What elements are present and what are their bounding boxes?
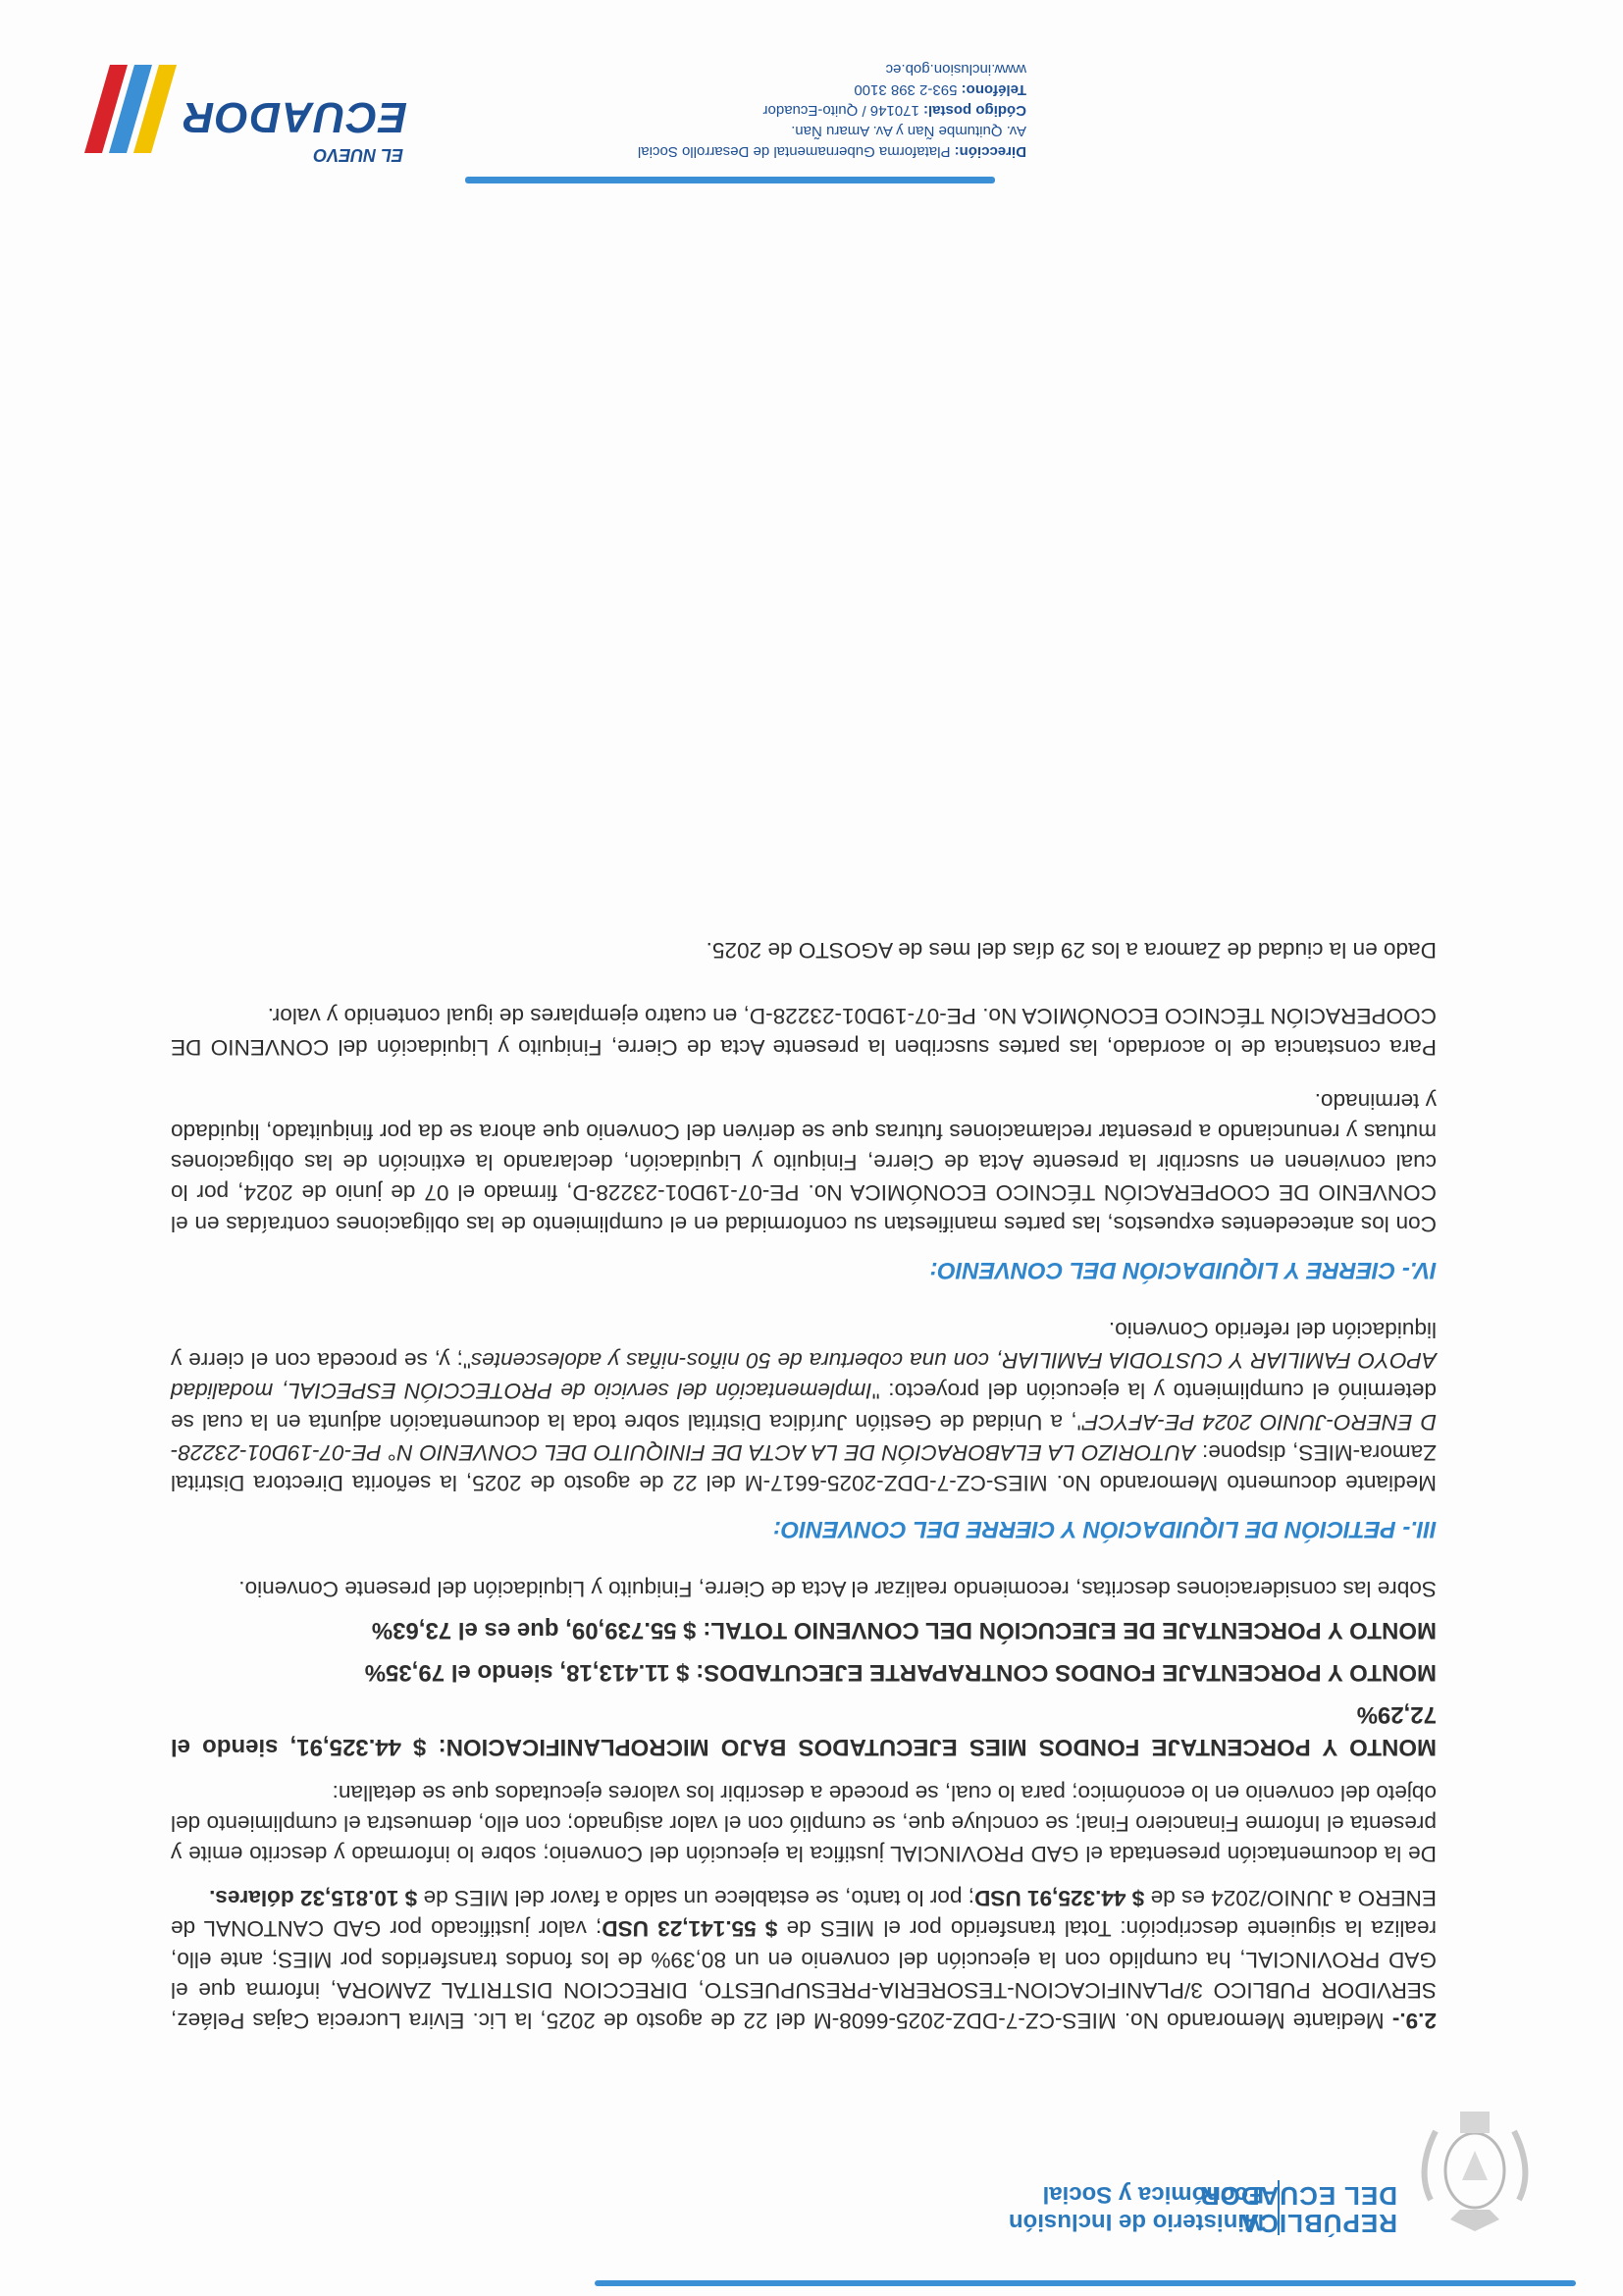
- p1-amount-c: $ 10.815,32 dólares.: [209, 1886, 418, 1911]
- el-nuevo-ecuador-logo: [68, 39, 411, 177]
- amount-mies: MONTO Y PORCENTAJE FONDOS MIES EJECUTADOS BAJO MICROPLANIFICACION: $ 44.325,91, siendo el 72,29%: [171, 1701, 1437, 1761]
- section-title-iii: III.- PETICIÓN DE LIQUIDACIÓN Y CIERRE DEL CONVENIO:: [772, 1516, 1437, 1543]
- p1-text-c: ; por lo tanto, se establece un saldo a favor del MIES de: [417, 1886, 975, 1911]
- paragraph-constancia: Para constancia de lo acordado, las partes suscriben la presente Acta de Cierre, Finiquito y Liquidación del CONVENIO DE COOPERACIÓN TÉCNICO ECONÓMICA No. PE-07-19D01-23228-D, en cuatro ejemplares de igual contenido y valor.: [171, 1004, 1437, 1060]
- telefono-value: 593-2 398 3100: [854, 81, 962, 98]
- flag-stripes-icon: [73, 55, 181, 163]
- footer-telefono: [477, 79, 1026, 100]
- paragraph-2-9: [171, 1883, 1437, 2036]
- ministerio-block: [1009, 2180, 1280, 2235]
- paragraph-cierre: Con los antecedentes expuestos, las partes manifiestan su conformidad en el cumplimiento de las obligaciones contraídas en el CONVENIO DE COOPERACIÓN TÉCNICO ECONÓMICA No. PE-07-19D01-23228-D, firmado el 07 de junio de 2024, por lo cual convienen en suscribir la presente Acta de Cierre, Finiquito y Liquidación, declarando la extinción de las obligaciones mutuas y renunciando a presentar reclamaciones futuras que se deriven del Convenio que ahora se da por finiquitado, liquidado y terminado.: [171, 1088, 1437, 1236]
- footer-web: www.inclusion.gob.ec: [885, 61, 1026, 78]
- bottom-blue-rule: [465, 177, 995, 183]
- paragraph-peticion: [171, 1315, 1437, 1498]
- logo-big-text: ECUADOR: [182, 93, 407, 141]
- direccion-value: Plataforma Gubernamental de Desarrollo Social: [637, 143, 955, 160]
- document-body: [171, 921, 1437, 2036]
- codigo-label: Código postal:: [923, 102, 1026, 119]
- amount-total: MONTO Y PORCENTAJE DE EJECUCIÓN DEL CONVENIO TOTAL: $ 55.739,09, que es el 73,63%: [371, 1617, 1437, 1644]
- section-title-iv: IV.- CIERRE Y LIQUIDACIÓN DEL CONVENIO:: [929, 1256, 1437, 1283]
- direccion-label: Dirección:: [954, 143, 1026, 160]
- paragraph-recommendation: Sobre las consideraciones descritas, recomiendo realizar el Acta de Cierre, Finiquito y Liquidación del presente Convenio.: [238, 1577, 1437, 1602]
- footer-address: [477, 59, 1026, 162]
- p1-amount-b: $ 44.325,91 USD: [974, 1886, 1145, 1911]
- republica-line1: REPÚBLICA: [1239, 2209, 1397, 2238]
- footer-direccion-line2: Av. Quitumbe Ñan y Av. Amaru Ñan.: [791, 123, 1026, 139]
- p4-italic-b: Implementación del servicio de PROTECCIÓN ESPECIAL, modalidad APOYO FAMILIAR Y CUSTODIA FAMILIAR, con una cobertura de 50 niños-niñas y adolescentes: [171, 1348, 1437, 1404]
- paragraph-number: 2.9.-: [1391, 2009, 1437, 2033]
- republica-line2: DEL ECUADOR: [1199, 2181, 1397, 2211]
- p4-text-a: Mediante documento Memorando No. MIES-CZ-7-DDZ-2025-6617-M del 22 de agosto de 2025, la señorita Directora Distrital Zamora-MIES, dispone:: [171, 1439, 1437, 1495]
- telefono-label: Teléfono:: [961, 81, 1026, 98]
- ministerio-line1: Ministerio de Inclusión: [1008, 2209, 1264, 2235]
- p4-italic-a: AUTORIZO LA ELABORACIÓN DE LA ACTA DE FINIQUITO DEL CONVENIO N° PE-07-19D01-23228-D ENERO-JUNIO 2024 PE-AFYCF: [171, 1409, 1437, 1465]
- footer-codigo: [477, 100, 1026, 121]
- top-blue-rule: [595, 2280, 1576, 2286]
- paragraph-financial-report: De la documentación presentada el GAD PROVINCIAL justifica la ejecución del Convenio; sobre lo informado y descrito emite y presenta el Informe Financiero Final; se concluye que, se cumplió con el valor asignado; con ello, demuestra el cumplimiento del objeto del convenio en lo económico; para lo cual, se procede a describir los valores ejecutados que se detallan:: [171, 1780, 1437, 1866]
- coat-of-arms-icon: [1411, 2102, 1539, 2239]
- p1-text-b: ; valor justificado por GAD CANTONAL de ENERO a JUNIO/2024 es de: [171, 1886, 1437, 1942]
- ministerio-line2: Económica y Social: [1042, 2181, 1264, 2208]
- footer-direccion: [477, 141, 1026, 162]
- codigo-value: 170146 / Quito-Ecuador: [762, 102, 923, 119]
- p4-text-b: ", a Unidad de Gestión Jurídica Distrital sobre toda la documentación adjunta en la cual se determinó el cumplimiento y la ejecución del proyecto: ": [171, 1379, 1437, 1435]
- p1-text-a: Mediante Memorando No. MIES-CZ-7-DDZ-2025-6608-M del 22 de agosto de 2025, la Lic. Elvira Lucrecia Cajas Peláez, SERVIDOR PUBLICO 3/PLANIFICACION-TESORERIA-PRESUPUESTO, DIRECCION DISTRITAL ZAMORA, informa que el GAD PROVINCIAL, ha cumplido con la ejecución del convenio en un 80,39% de los fondos transferidos por MIES; ante ello, realiza la siguiente descripción: Total transferido por el MIES de: [171, 1916, 1437, 2033]
- logo-small-text: EL NUEVO: [313, 145, 403, 165]
- p4-text-c: "; y, se proceda con el cierre y liquidación del referido Convenio.: [171, 1317, 1437, 1374]
- p1-amount-a: $ 55.141,23 USD: [602, 1916, 778, 1942]
- amount-contraparte: MONTO Y PORCENTAJE FONDOS CONTRAPARTE EJECUTADOS: $ 11.413,18, siendo el 79,35%: [364, 1659, 1437, 1687]
- date-line: Dado en la ciudad de Zamora a los 29 días del mes de AGOSTO de 2025.: [706, 938, 1437, 964]
